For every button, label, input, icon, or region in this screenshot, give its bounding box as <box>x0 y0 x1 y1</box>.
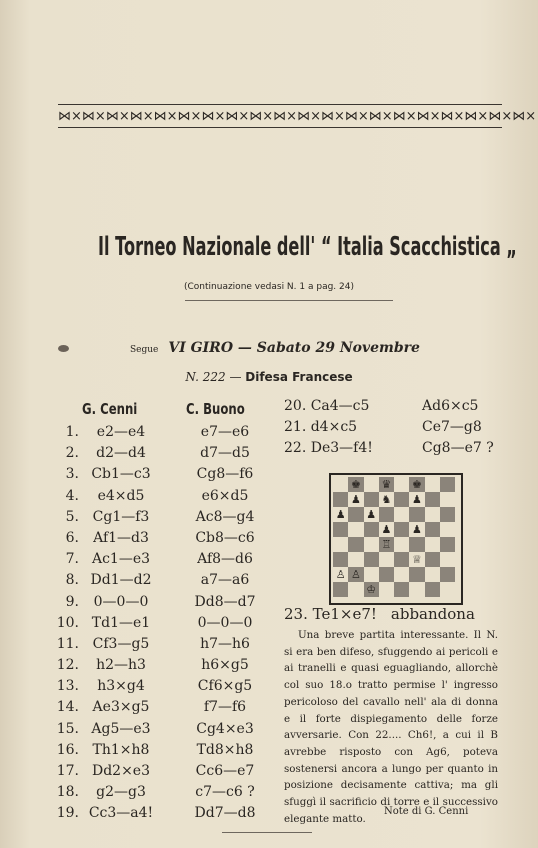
board-square <box>425 567 440 582</box>
white-move: Ac1—e3 <box>91 551 151 568</box>
board-square <box>348 507 363 522</box>
board-rank <box>333 537 455 552</box>
chess-piece-square: ♙ <box>335 568 346 581</box>
board-square <box>333 477 348 492</box>
move-row <box>55 678 275 699</box>
board-square <box>409 567 424 582</box>
black-move: Td8×h8 <box>196 741 254 758</box>
black-move: Ce7—g8 <box>422 419 482 435</box>
board-square <box>394 492 409 507</box>
white-move: g2—g3 <box>96 784 146 801</box>
move-number: 10. <box>56 614 79 631</box>
board-square <box>333 552 348 567</box>
white-move: 0—0—0 <box>93 593 149 610</box>
black-move: Ad6×c5 <box>422 398 479 414</box>
board-square <box>364 552 379 567</box>
move-number: 17. <box>56 763 79 779</box>
white-move: Ag5—e3 <box>91 720 151 737</box>
chess-piece-square: ♖ <box>379 537 394 552</box>
move-number: 2. <box>65 445 79 462</box>
border-ornament: ⋈× <box>81 108 106 124</box>
black-move: Cf6×g5 <box>197 678 253 695</box>
white-move: h3×g4 <box>97 678 145 695</box>
board-rank <box>333 507 455 522</box>
move-number: 5. <box>65 508 79 525</box>
border-ornament: ⋈× <box>58 108 82 124</box>
border-ornament: ⋈× <box>177 108 202 124</box>
black-move: h7—h6 <box>200 635 250 652</box>
board-square <box>333 522 348 537</box>
chess-piece-square: ♚ <box>348 477 363 492</box>
chess-piece-square: ♚ <box>409 477 424 492</box>
white-move: Td1—e1 <box>91 614 151 631</box>
move-row <box>55 530 275 551</box>
move-number: 15. <box>56 720 79 737</box>
board-square <box>379 582 394 597</box>
opening-name: Difesa Francese <box>245 370 353 384</box>
border-ornament: ⋈× <box>392 108 417 124</box>
move-number: 3. <box>65 466 79 483</box>
move-number: 6. <box>65 529 79 546</box>
board-rank <box>333 477 455 492</box>
board-square <box>409 507 424 522</box>
board-rank <box>333 552 455 567</box>
game-heading <box>0 370 538 384</box>
board-square <box>333 537 348 552</box>
black-move: Ac8—g4 <box>195 508 255 525</box>
board-square <box>348 582 363 597</box>
move-row <box>55 763 275 784</box>
board-square <box>440 507 455 522</box>
move-row <box>55 466 275 487</box>
chess-piece-square: ♞ <box>381 493 392 506</box>
white-move: Cg1—f3 <box>92 508 150 525</box>
chess-piece-square: ♟ <box>381 523 392 536</box>
board-square <box>425 507 440 522</box>
border-ornament: ⋈× <box>320 108 345 124</box>
chess-piece-square: ♟ <box>411 493 422 506</box>
chess-piece-square: ♔ <box>364 582 379 597</box>
black-move: Cc6—e7 <box>195 763 255 779</box>
move-row <box>55 805 275 826</box>
board-square <box>364 537 379 552</box>
board-square <box>348 537 363 552</box>
move-row <box>55 572 275 593</box>
white-move: e4×d5 <box>97 487 145 504</box>
white-move: Cc3—a4! <box>88 805 154 822</box>
move-row <box>55 742 275 763</box>
chess-piece-square: ♕ <box>411 553 422 566</box>
black-move: Dd8—d7 <box>194 593 256 610</box>
ornamental-border <box>58 104 537 128</box>
border-ornament: ⋈× <box>201 108 226 124</box>
moves-right-column <box>284 398 499 461</box>
board-square <box>348 522 363 537</box>
board-square <box>394 582 409 597</box>
black-move: Af8—d6 <box>197 551 253 568</box>
border-ornament: ⋈× <box>249 108 274 124</box>
black-move: a7—a6 <box>200 572 250 589</box>
move-number: 1. <box>65 424 79 440</box>
black-move: e7—e6 <box>200 424 250 440</box>
move-number: 12. <box>56 657 79 674</box>
white-player: G. Cenni <box>82 400 138 418</box>
move-row <box>55 488 275 509</box>
border-ornament: ⋈× <box>464 108 489 124</box>
border-ornament: ⋈× <box>153 108 178 124</box>
white-move: Dd1—d2 <box>90 572 152 589</box>
game-number: N. 222 <box>185 370 226 384</box>
move-row <box>55 657 275 678</box>
white-move: Af1—d3 <box>93 529 149 546</box>
moves-left-column <box>55 424 275 827</box>
board-square <box>425 537 440 552</box>
move-row <box>55 636 275 657</box>
border-ornament: ⋈× <box>297 108 321 124</box>
white-move: Ae3×g5 <box>92 699 150 716</box>
chess-piece-square: ♟ <box>350 493 361 506</box>
white-move: Dd2×e3 <box>91 763 151 779</box>
move-number: 8. <box>65 572 79 589</box>
page-title: Il Torneo Nazionale dell' “ Italia Scacchistica „ <box>98 232 517 262</box>
white-move: h2—h3 <box>96 657 146 674</box>
footer-divider <box>222 832 312 833</box>
move-number: 16. <box>56 741 79 758</box>
white-move: 20. Ca4—c5 <box>284 398 370 414</box>
move-row <box>55 445 275 466</box>
game-separator: — <box>229 370 242 384</box>
border-ornament: ⋈× <box>344 108 369 124</box>
board-square <box>364 567 379 582</box>
border-ornament: ⋈× <box>273 108 298 124</box>
board-square <box>394 477 409 492</box>
move-number: 18. <box>56 784 79 801</box>
chess-piece-square: ♟ <box>335 508 346 521</box>
border-ornament: ⋈× <box>105 108 130 124</box>
white-move: Cf3—g5 <box>92 635 150 652</box>
game-comment: Una breve partita interessante. Il N. si era ben difeso, sfuggendo ai pericoli e ai tranelli e quasi eguagliando, allorchè col suo 18.o tratto permise l' ingresso pericoloso del cavallo nell' ala di donna e il forte dispiegamento delle forze avversarie. Con 22.... Ch6!, a cui il B avrebbe risposto con Ag6, poteva sostenersi ancora a lungo per quanto in posizione decisamente cattiva; ma gli sfuggì il sacrificio di torre e il successivo elegante matto. <box>284 629 498 825</box>
border-ornament: ⋈× <box>368 108 393 124</box>
board-square <box>425 477 440 492</box>
board-square <box>440 492 455 507</box>
board-square <box>440 552 455 567</box>
board-rank <box>333 492 455 507</box>
black-move: Cb8—c6 <box>195 529 255 546</box>
page-subtitle: (Continuazione vedasi N. 1 a pag. 24) <box>184 282 354 292</box>
border-ornament: ⋈× <box>129 108 154 124</box>
black-move: e6×d5 <box>201 487 249 504</box>
border-ornament: ⋈× <box>440 108 465 124</box>
black-player: C. Buono <box>186 400 245 418</box>
white-move: 22. De3—f4! <box>284 440 373 456</box>
chess-piece-square: ♟ <box>366 508 377 521</box>
move-number: 11. <box>56 635 79 652</box>
segue-label: Segue <box>130 345 159 355</box>
board-square <box>379 507 394 522</box>
round-label: VI GIRO — Sabato 29 Novembre <box>168 340 420 356</box>
chess-board <box>333 477 455 597</box>
move-row <box>55 509 275 530</box>
round-heading <box>130 340 420 356</box>
board-square <box>364 477 379 492</box>
black-move: Cg8—f6 <box>196 466 254 483</box>
board-square <box>440 477 455 492</box>
chess-diagram <box>329 473 463 605</box>
divider <box>185 300 393 301</box>
board-square <box>440 567 455 582</box>
move-row <box>55 615 275 636</box>
move-row <box>55 424 275 445</box>
move-number: 13. <box>56 678 79 695</box>
board-square <box>425 552 440 567</box>
move-row <box>55 699 275 720</box>
board-rank <box>333 522 455 537</box>
board-square <box>364 522 379 537</box>
move-number: 7. <box>65 551 79 568</box>
board-square <box>425 582 440 597</box>
white-move: e2—e4 <box>96 424 146 440</box>
board-square <box>394 552 409 567</box>
ink-spot <box>58 345 69 352</box>
board-square <box>333 582 348 597</box>
move-row <box>284 440 499 461</box>
border-ornament: ⋈× <box>488 108 513 124</box>
board-square <box>333 492 348 507</box>
board-square <box>364 492 379 507</box>
board-square <box>409 582 424 597</box>
black-move: 0—0—0 <box>197 614 253 631</box>
black-move: Cg4×e3 <box>196 720 254 737</box>
white-move: 21. d4×c5 <box>284 419 358 435</box>
board-square <box>440 522 455 537</box>
black-move: d7—d5 <box>200 445 250 462</box>
border-ornament: ⋈× <box>512 108 537 124</box>
black-move: Cg8—e7 ? <box>422 440 494 456</box>
move-number: 14. <box>56 699 79 716</box>
final-move: 23. Te1×e7! <box>284 605 377 623</box>
move-row <box>55 721 275 742</box>
chess-piece-square: ♟ <box>411 523 422 536</box>
border-ornament: ⋈× <box>416 108 441 124</box>
annotator-note: Note di G. Cenni <box>384 806 469 817</box>
final-move-line <box>284 605 475 623</box>
board-square <box>425 492 440 507</box>
final-verdict: abbandona <box>390 605 475 623</box>
white-move: d2—d4 <box>96 445 146 462</box>
black-move: f7—f6 <box>203 699 247 716</box>
board-square <box>394 537 409 552</box>
move-row <box>55 551 275 572</box>
board-square <box>379 567 394 582</box>
board-rank <box>333 582 455 597</box>
black-move: h6×g5 <box>201 657 249 674</box>
white-move: Th1×h8 <box>92 741 150 758</box>
black-move: c7—c6 ? <box>195 784 255 801</box>
white-move: Cb1—c3 <box>91 466 151 483</box>
board-square <box>394 507 409 522</box>
move-number: 19. <box>56 805 79 822</box>
board-square <box>440 537 455 552</box>
move-row <box>55 784 275 805</box>
board-square <box>394 567 409 582</box>
board-square <box>440 582 455 597</box>
border-ornament: ⋈× <box>225 108 250 124</box>
move-number: 9. <box>65 593 79 610</box>
board-square <box>425 522 440 537</box>
board-rank <box>333 567 455 582</box>
move-row <box>284 419 499 440</box>
chess-piece-square: ♙ <box>348 567 363 582</box>
board-square <box>348 552 363 567</box>
black-move: Dd7—d8 <box>194 805 256 822</box>
chess-piece-square: ♛ <box>379 477 394 492</box>
move-number: 4. <box>65 487 79 504</box>
board-square <box>409 537 424 552</box>
board-square <box>379 552 394 567</box>
board-square <box>394 522 409 537</box>
move-row <box>55 594 275 615</box>
move-row <box>284 398 499 419</box>
